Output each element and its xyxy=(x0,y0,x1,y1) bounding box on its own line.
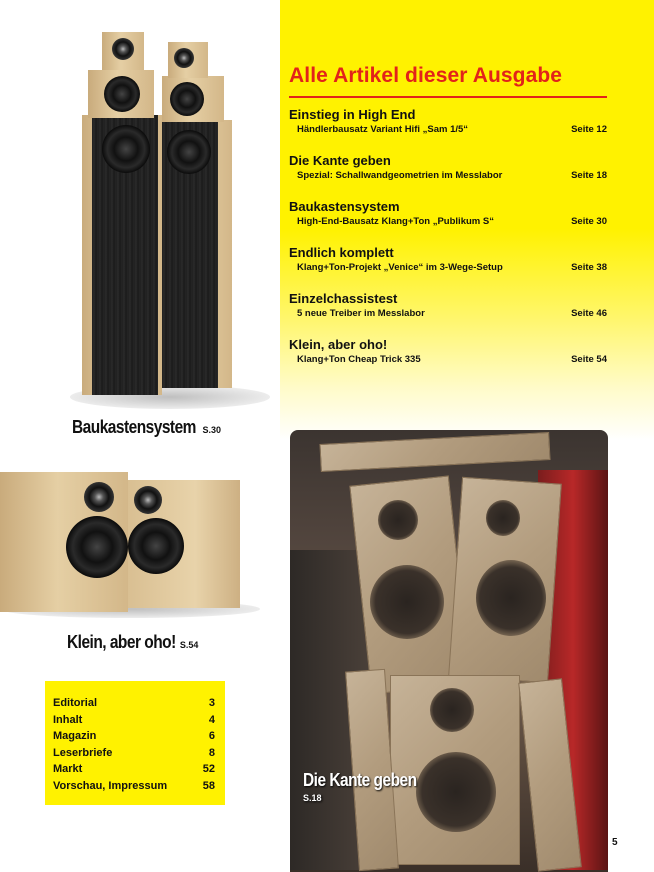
toc-entry-subtitle-text: Händlerbausatz Variant Hifi „Sam 1/5“ xyxy=(297,124,469,135)
index-item-page: 4 xyxy=(208,713,215,726)
tweeter-icon xyxy=(134,486,162,514)
woofer-icon xyxy=(128,518,184,574)
toc-entry-title: Klein, aber oho! xyxy=(289,337,388,352)
index-item[interactable] xyxy=(53,761,215,778)
midrange-icon xyxy=(170,82,204,116)
index-item-page: 3 xyxy=(208,697,215,709)
toc-entry-subtitle-text: Klang+Ton-Projekt „Venice“ im 3-Wege-Setup xyxy=(297,262,503,273)
photo-caption xyxy=(303,770,435,803)
tower-caption-page: S.30 xyxy=(202,425,222,435)
toc-entry-subtitle xyxy=(289,123,609,136)
toc-entry-subtitle xyxy=(289,353,609,366)
shelf-caption xyxy=(67,632,198,653)
toc-entry-page: Seite 38 xyxy=(571,262,607,273)
mdf-cabinets-photo xyxy=(290,430,608,872)
driver-cutout xyxy=(430,688,474,732)
index-item[interactable] xyxy=(53,712,215,729)
toc-entry-subtitle xyxy=(289,307,609,320)
tower-caption-title: Baukastensystem xyxy=(72,417,196,437)
section-index xyxy=(45,681,225,805)
toc-entry-title: Baukastensystem xyxy=(289,199,400,214)
toc-entry-subtitle xyxy=(289,261,609,274)
driver-cutout xyxy=(476,560,546,636)
index-item-label: Inhalt xyxy=(53,713,83,726)
index-item-page: 8 xyxy=(208,746,215,759)
toc-entry-title: Einstieg in High End xyxy=(289,107,416,122)
page-number: 5 xyxy=(612,837,618,848)
toc-entry[interactable] xyxy=(289,153,609,182)
toc-entry-title: Endlich komplett xyxy=(289,245,394,260)
toc-entry-page: Seite 46 xyxy=(571,308,607,319)
tweeter-icon xyxy=(174,48,194,68)
toc-entry-page: Seite 30 xyxy=(571,216,607,227)
toc-entry[interactable] xyxy=(289,291,609,320)
index-item-page: 58 xyxy=(202,779,215,792)
index-item-label: Editorial xyxy=(53,697,98,709)
toc-entry-title: Einzelchassistest xyxy=(289,291,398,306)
toc-entry-subtitle-text: 5 neue Treiber im Messlabor xyxy=(297,308,425,319)
toc-entry-subtitle-text: High-End-Bausatz Klang+Ton „Publikum S“ xyxy=(297,216,494,227)
tweeter-icon xyxy=(84,482,114,512)
index-item-page: 6 xyxy=(208,730,215,742)
index-item-label: Magazin xyxy=(53,730,97,742)
driver-cutout xyxy=(486,500,520,536)
toc-entry[interactable] xyxy=(289,199,609,228)
woofer-icon xyxy=(66,516,128,578)
index-item-page: 52 xyxy=(202,763,215,775)
toc-entry-subtitle xyxy=(289,169,609,182)
index-item-label: Vorschau, Impressum xyxy=(53,779,168,792)
bookshelf-speakers-image xyxy=(0,472,260,622)
index-item-label: Leserbriefe xyxy=(53,746,113,759)
toc-entry-title: Die Kante geben xyxy=(289,153,391,168)
tower-speakers-image xyxy=(70,30,270,410)
index-item[interactable] xyxy=(53,745,215,762)
midrange-icon xyxy=(104,76,140,112)
toc-entry-page: Seite 54 xyxy=(571,354,607,365)
tweeter-icon xyxy=(112,38,134,60)
woofer-icon xyxy=(102,125,150,173)
tower-caption xyxy=(72,417,221,438)
toc-entry-subtitle-text: Klang+Ton Cheap Trick 335 xyxy=(297,354,421,365)
toc-entry[interactable] xyxy=(289,107,609,136)
driver-cutout xyxy=(378,500,418,540)
photo-caption-page: S.18 xyxy=(303,793,322,803)
toc-entry[interactable] xyxy=(289,337,609,366)
toc-entry-page: Seite 18 xyxy=(571,170,607,181)
index-item[interactable] xyxy=(53,728,215,745)
toc-entry-subtitle-text: Spezial: Schallwandgeometrien im Messlabor xyxy=(297,170,503,181)
toc-entry-subtitle xyxy=(289,215,609,228)
shelf-caption-page: S.54 xyxy=(179,640,199,650)
toc-entry-page: Seite 12 xyxy=(571,124,607,135)
driver-cutout xyxy=(370,565,444,639)
index-item-label: Markt xyxy=(53,763,83,775)
toc-divider xyxy=(289,96,607,98)
index-item[interactable] xyxy=(53,778,215,795)
index-item[interactable] xyxy=(53,695,215,712)
toc-title: Alle Artikel dieser Ausgabe xyxy=(289,64,563,87)
shelf-caption-title: Klein, aber oho! xyxy=(67,632,176,652)
toc-entry[interactable] xyxy=(289,245,609,274)
photo-caption-title: Die Kante geben xyxy=(303,770,417,790)
mdf-panel-top xyxy=(319,432,550,472)
woofer-icon xyxy=(167,130,211,174)
